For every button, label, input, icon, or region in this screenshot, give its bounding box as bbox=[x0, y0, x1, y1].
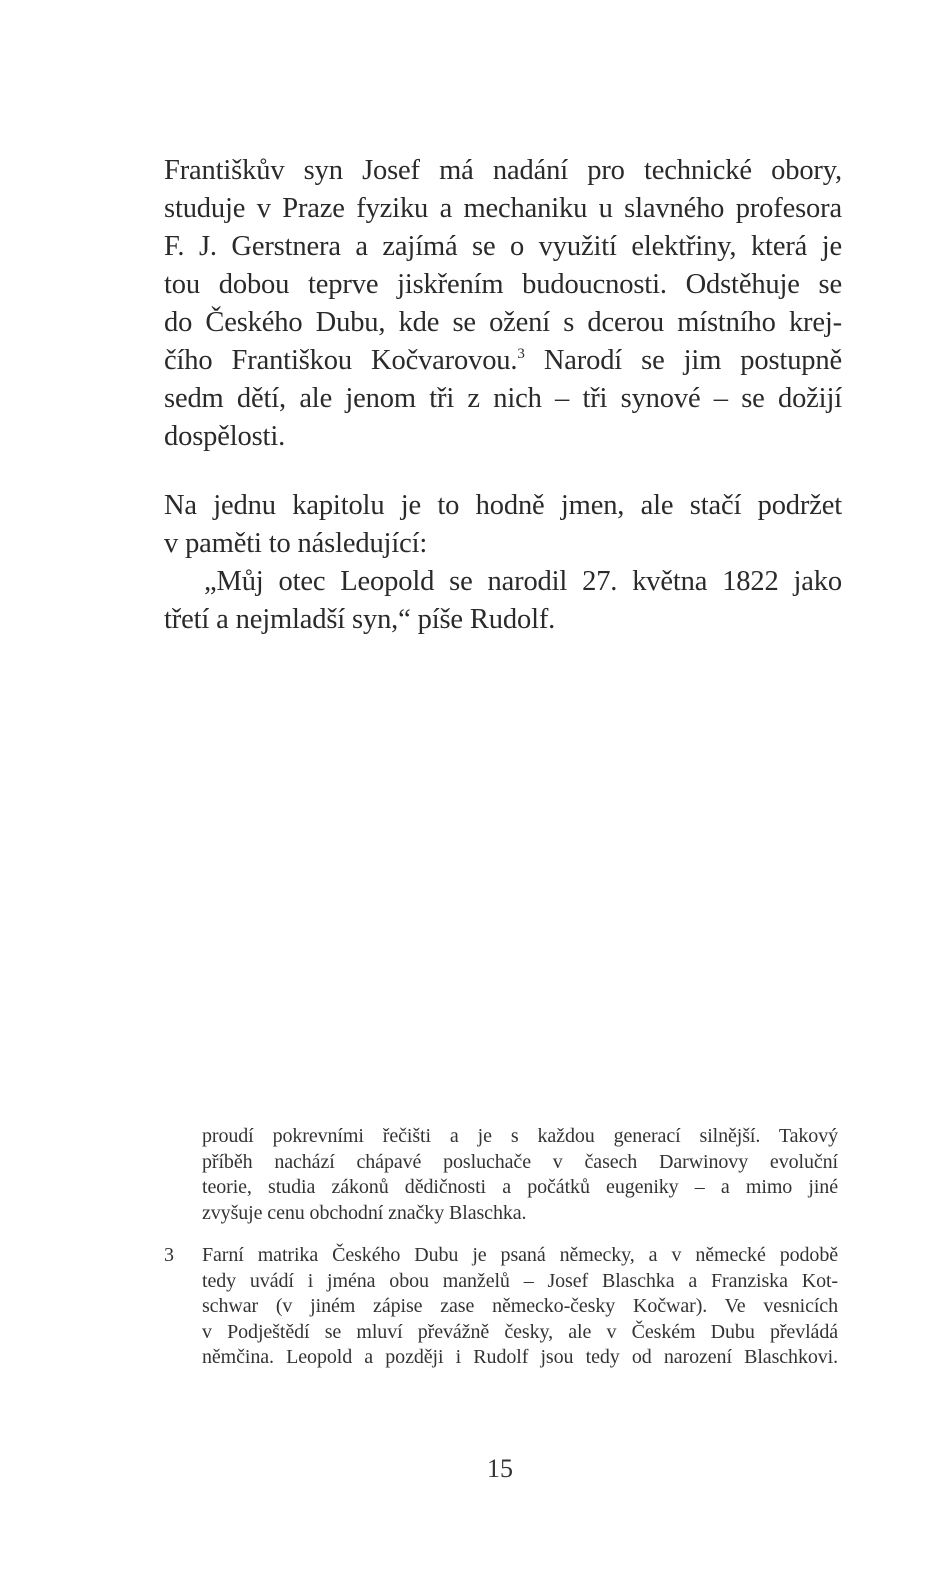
footnote-3 bbox=[164, 1243, 838, 1371]
footnote-line: Farní matrika Českého Dubu je psaná německy, a v německé podobě bbox=[202, 1244, 838, 1266]
text-line: sedm dětí, ale jenom tři z nich – tři synové – se dožijí bbox=[164, 383, 842, 414]
text-line: studuje v Praze fyziku a mechaniku u slavného profesora bbox=[164, 193, 842, 224]
text-line: tou dobou teprve jiskřením budoucnosti. Odstěhuje se bbox=[164, 269, 842, 300]
footnote-continuation bbox=[164, 1124, 838, 1226]
paragraph-1 bbox=[164, 152, 842, 456]
footnote-number: 3 bbox=[164, 1244, 174, 1266]
footnote-line: teorie, studia zákonů dědičnosti a počátků eugeniky – a mimo jiné bbox=[202, 1176, 838, 1198]
footnote-line: zvyšuje cenu obchodní značky Blaschka. bbox=[202, 1201, 527, 1224]
quote-line: „Můj otec Leopold se narodil 27. května 1822 jako bbox=[204, 566, 842, 597]
paragraph-2 bbox=[164, 487, 842, 639]
footnote-body bbox=[202, 1124, 838, 1226]
footnote-line: příběh nachází chápavé posluchače v časech Darwinovy evoluční bbox=[202, 1150, 838, 1173]
footnote-line: tedy uvádí i jména obou manželů – Josef Blaschka a Franziska Kot- bbox=[202, 1269, 838, 1292]
footnote-line: v Podještědí se mluví převážně česky, ale v Českém Dubu převládá bbox=[202, 1320, 838, 1343]
text-line: dospělosti. bbox=[164, 421, 286, 452]
text-segment: Narodí se jim postupně bbox=[524, 345, 842, 376]
text-line: v paměti to následující: bbox=[164, 528, 428, 559]
page-number: 15 bbox=[487, 1454, 513, 1483]
text-line: do Českého Dubu, kde se ožení s dcerou místního krej- bbox=[164, 307, 842, 338]
footnote-body bbox=[202, 1243, 838, 1371]
quote-line: třetí a nejmladší syn,“ píše Rudolf. bbox=[164, 604, 556, 635]
footnote-line: němčina. Leopold a později i Rudolf jsou tedy od narození Blaschkovi. bbox=[202, 1346, 838, 1368]
footnote-reference[interactable]: 3 bbox=[517, 346, 525, 362]
text-line-with-footnote-ref bbox=[164, 342, 842, 380]
text-segment: čího Františkou Kočvarovou. bbox=[164, 345, 518, 376]
text-line: Františkův syn Josef má nadání pro technické obory, bbox=[164, 155, 842, 186]
text-line: F. J. Gerstnera a zajímá se o využití elektřiny, která je bbox=[164, 231, 842, 262]
footnote-line: proudí pokrevními řečišti a je s každou generací silnější. Takový bbox=[202, 1125, 838, 1147]
text-line: Na jednu kapitolu je to hodně jmen, ale stačí podržet bbox=[164, 490, 842, 521]
footnote-line: schwar (v jiném zápise zase německo-česky Kočwar). Ve vesnicích bbox=[202, 1295, 838, 1317]
